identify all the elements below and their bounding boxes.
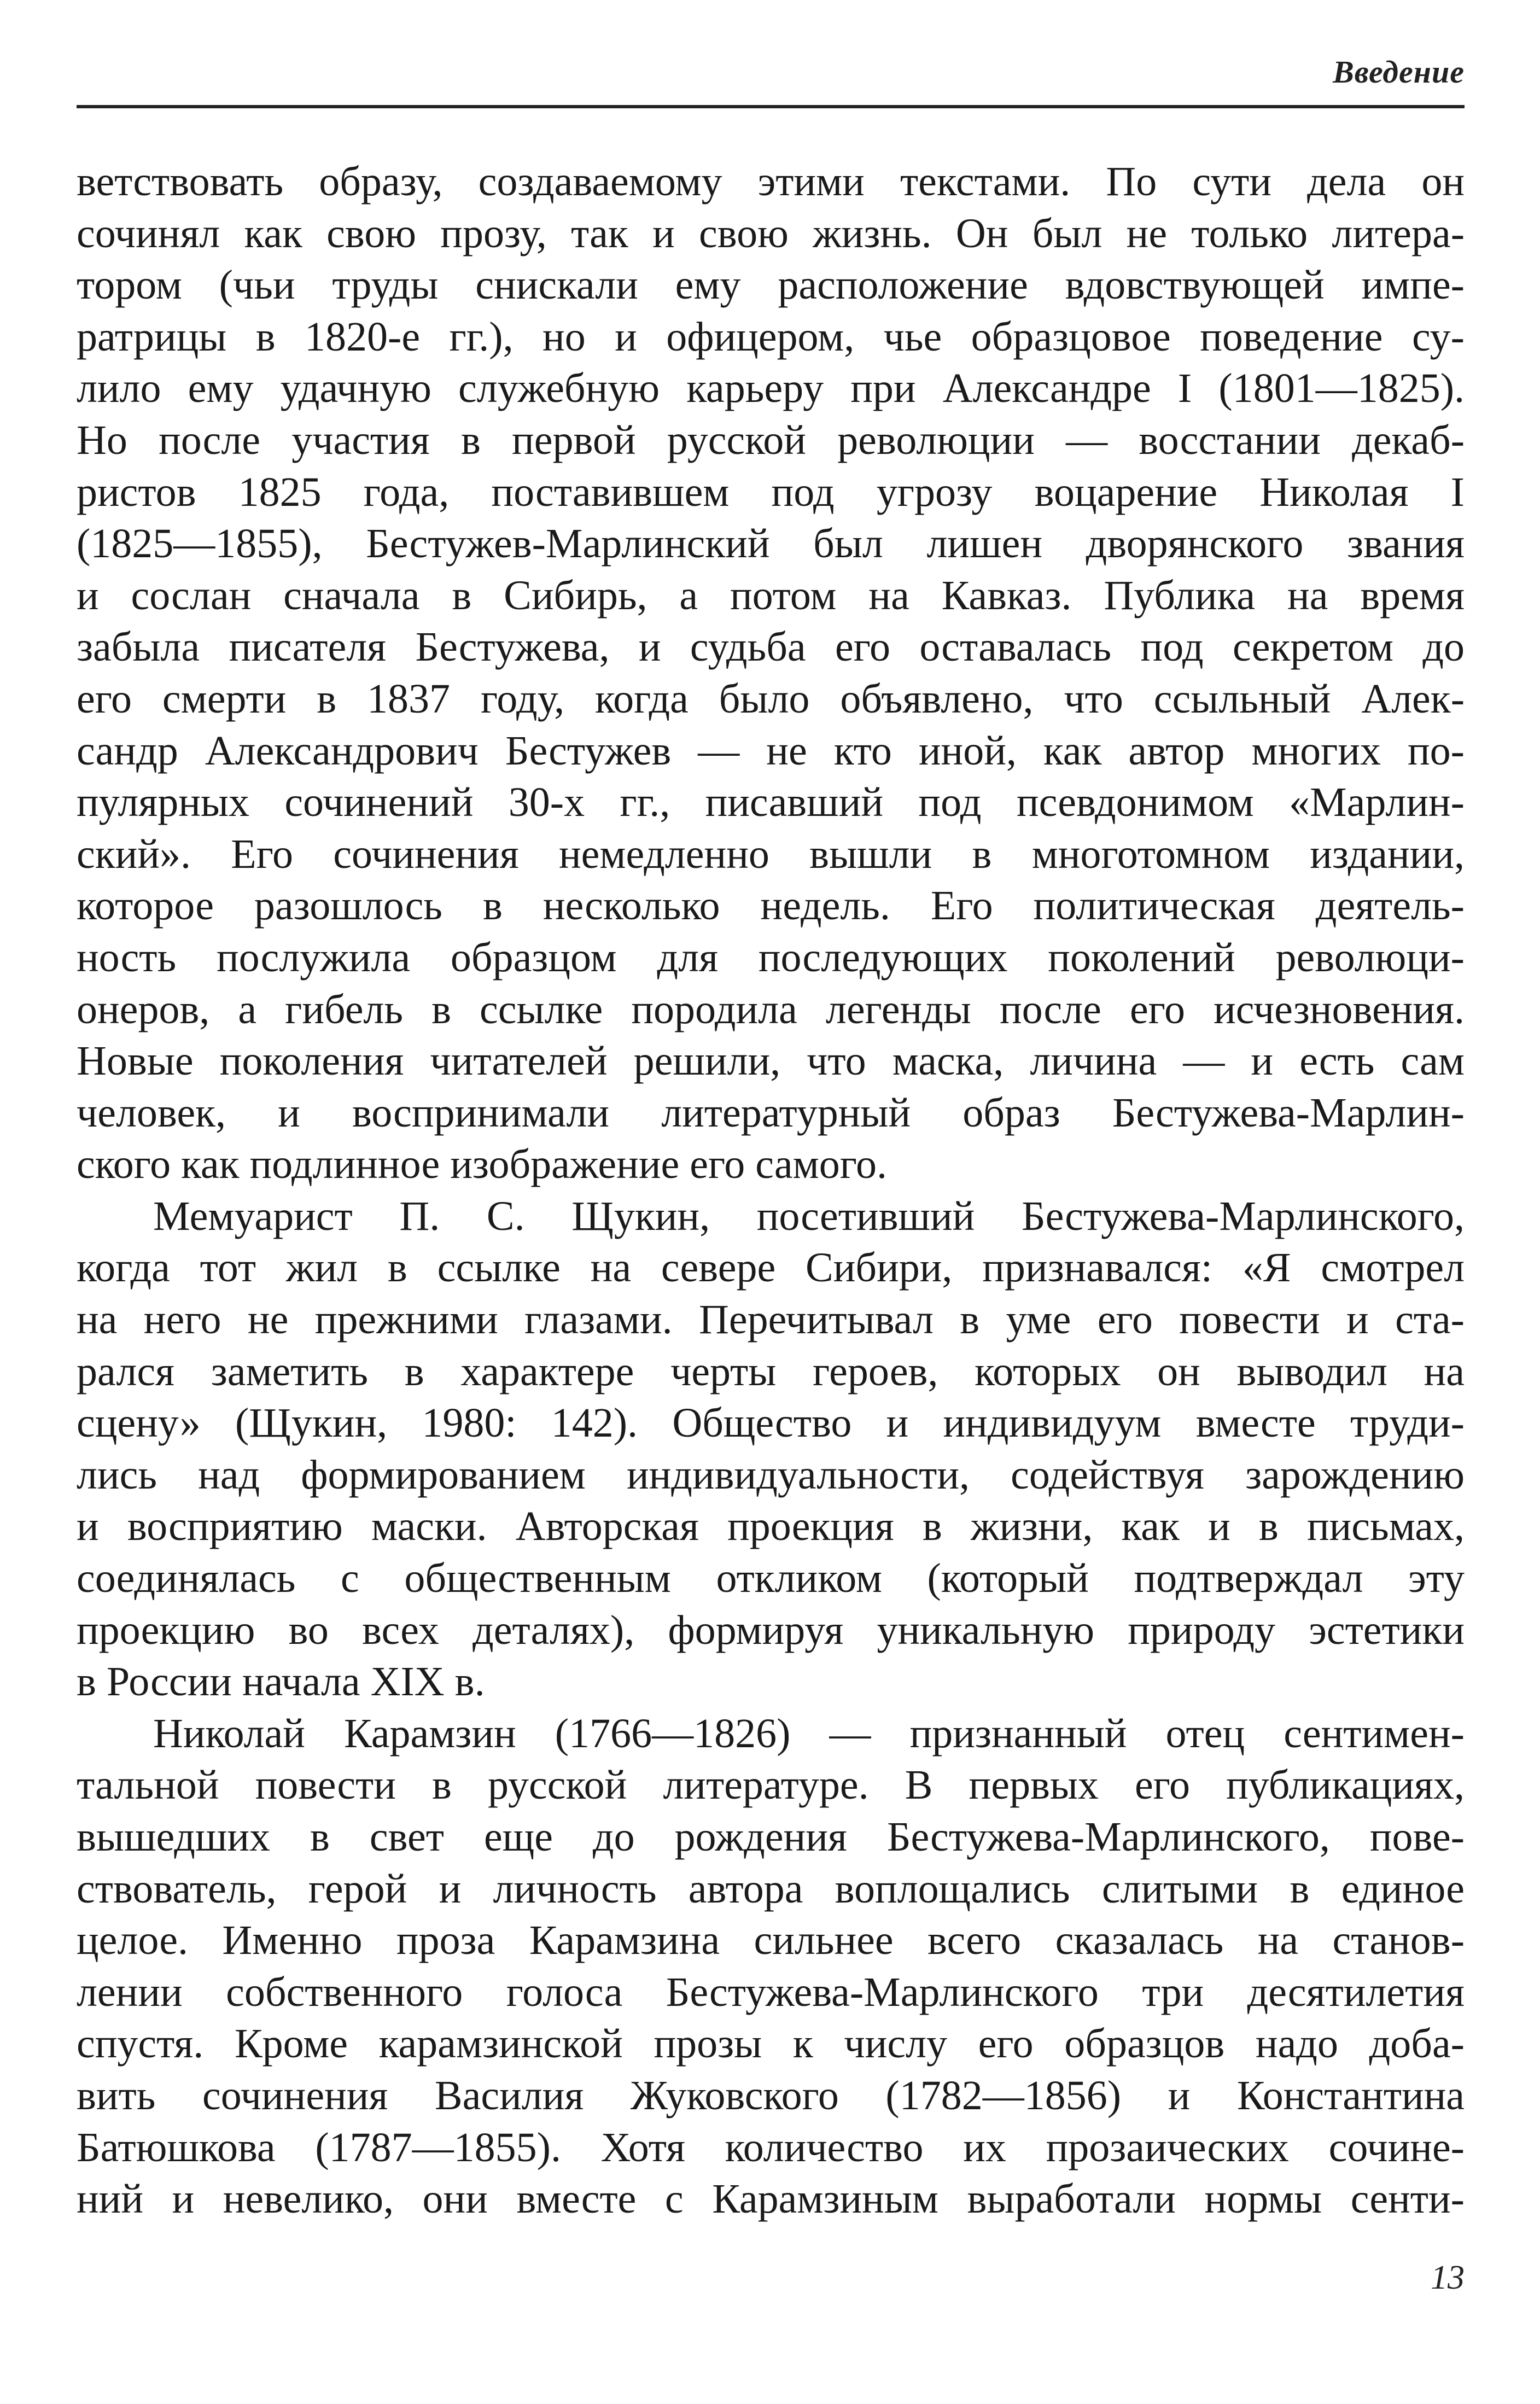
- text-line: вить сочинения Василия Жуковского (1782—1856) и Константина: [77, 2072, 1465, 2119]
- text-line: ский». Его сочинения немедленно вышли в многотомном издании,: [77, 831, 1465, 877]
- text-line: сцену» (Щукин, 1980: 142). Общество и индивидуум вместе труди-: [77, 1400, 1465, 1446]
- paragraph: [77, 1708, 1465, 2225]
- text-line: забыла писателя Бестужева, и судьба его оставалась под секретом до: [77, 624, 1465, 670]
- text-line: Мемуарист П. С. Щукин, посетивший Бестужева-Марлинского,: [153, 1193, 1465, 1239]
- text-line: (1825—1855), Бестужев-Марлинский был лишен дворянского звания: [77, 521, 1465, 567]
- text-line: целое. Именно проза Карамзина сильнее всего сказалась на станов-: [77, 1917, 1465, 1964]
- text-line: которое разошлось в несколько недель. Его политическая деятель-: [77, 883, 1465, 929]
- text-line: рался заметить в характере черты героев, которых он выводил на: [77, 1348, 1465, 1394]
- text-line: тальной повести в русской литературе. В первых его публикациях,: [77, 1762, 1465, 1808]
- text-line: ствователь, герой и личность автора воплощались слитыми в единое: [77, 1865, 1465, 1912]
- text-line: в России начала XIX в.: [77, 1659, 485, 1705]
- text-line: Новые поколения читателей решили, что маска, личина — и есть сам: [77, 1038, 1465, 1084]
- text-line: спустя. Кроме карамзинской прозы к числу его образцов надо доба-: [77, 2021, 1465, 2067]
- paragraph: [77, 156, 1465, 1191]
- text-line: сандр Александрович Бестужев — не кто иной, как автор многих по-: [77, 727, 1465, 774]
- text-line: Батюшкова (1787—1855). Хотя количество их прозаических сочине-: [77, 2124, 1465, 2170]
- text-line: лило ему удачную служебную карьеру при Александре I (1801—1825).: [77, 365, 1465, 412]
- text-line: и восприятию маски. Авторская проекция в жизни, как и в письмах,: [77, 1503, 1465, 1550]
- text-line: ность послужила образцом для последующих поколений революци-: [77, 934, 1465, 981]
- text-line: сочинял как свою прозу, так и свою жизнь. Он был не только литера-: [77, 210, 1465, 256]
- text-line: когда тот жил в ссылке на севере Сибири, признавался: «Я смотрел: [77, 1245, 1465, 1291]
- text-line: Но после участия в первой русской революции — восстании декаб-: [77, 417, 1465, 463]
- text-line: и сослан сначала в Сибирь, а потом на Кавказ. Публика на время: [77, 572, 1465, 618]
- text-line: на него не прежними глазами. Перечитывал в уме его повести и ста-: [77, 1297, 1465, 1343]
- page-number: 13: [1431, 2259, 1465, 2296]
- text-line: вышедших в свет еще до рождения Бестужева-Марлинского, пове-: [77, 1814, 1465, 1860]
- text-line: соединялась с общественным откликом (который подтверждал эту: [77, 1555, 1465, 1602]
- text-line: лении собственного голоса Бестужева-Марлинского три десятилетия: [77, 1969, 1465, 2015]
- header-rule: [77, 105, 1465, 108]
- text-line: онеров, а гибель в ссылке породила легенды после его исчезновения.: [77, 986, 1465, 1032]
- text-line: проекцию во всех деталях), формируя уникальную природу эстетики: [77, 1607, 1465, 1653]
- text-line: пулярных сочинений 30-х гг., писавший под псевдонимом «Марлин-: [77, 779, 1465, 826]
- paragraph: [77, 1191, 1465, 1708]
- text-line: Николай Карамзин (1766—1826) — признанный отец сентимен-: [153, 1710, 1465, 1757]
- text-line: ветствовать образу, создаваемому этими текстами. По сути дела он: [77, 159, 1465, 205]
- text-line: человек, и воспринимали литературный образ Бестужева-Марлин-: [77, 1089, 1465, 1136]
- text-line: ратрицы в 1820-е гг.), но и офицером, чье образцовое поведение су-: [77, 313, 1465, 360]
- text-line: тором (чьи труды снискали ему расположение вдовствующей импе-: [77, 262, 1465, 308]
- running-head: Введение: [1333, 54, 1465, 90]
- body-text: [77, 156, 1465, 2225]
- text-line: лись над формированием индивидуальности, содействуя зарождению: [77, 1451, 1465, 1498]
- text-line: ристов 1825 года, поставившем под угрозу воцарение Николая I: [77, 469, 1465, 515]
- text-line: ний и невелико, они вместе с Карамзиным выработали нормы сенти-: [77, 2176, 1465, 2222]
- text-line: ского как подлинное изображение его самого.: [77, 1141, 887, 1188]
- text-line: его смерти в 1837 году, когда было объявлено, что ссыльный Алек-: [77, 675, 1465, 722]
